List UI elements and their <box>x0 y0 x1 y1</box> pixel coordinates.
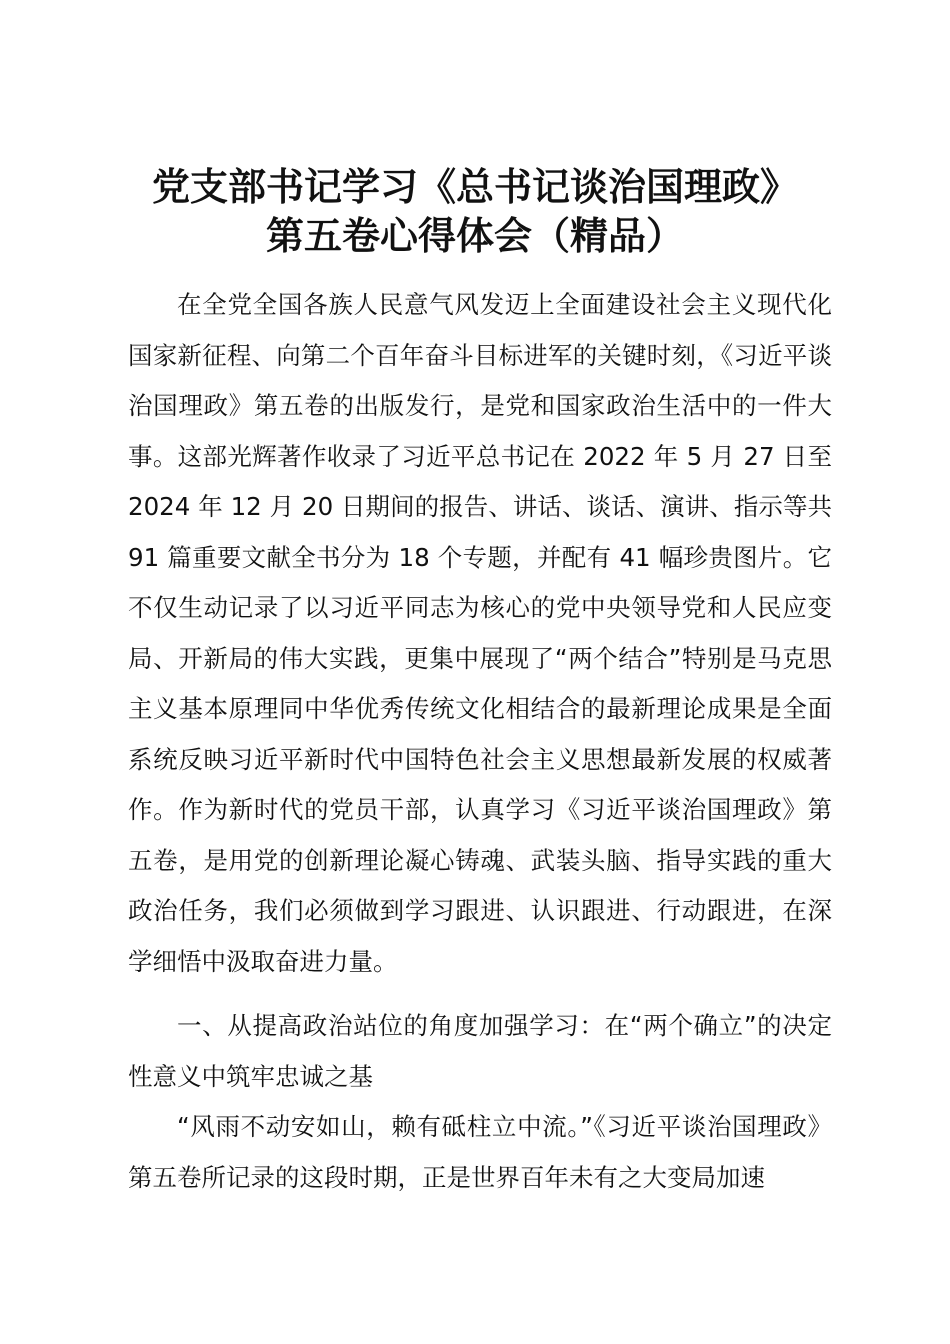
section-heading-1: 一、从提高政治站位的角度加强学习：在“两个确立”的决定性意义中筑牢忠诚之基 <box>128 1011 832 1091</box>
document-title-line-2: 第五卷心得体会（精品） <box>265 214 684 258</box>
document-title-line-1: 党支部书记学习《总书记谈治国理政》 <box>151 165 798 209</box>
paragraph-section-1: “风雨不动安如山，赖有砥柱立中流。”《习近平谈治国理政》第五卷所记录的这段时期，正是世界百年未有之大变局加速 <box>128 1112 832 1192</box>
paragraph-intro: 在全党全国各族人民意气风发迈上全面建设社会主义现代化国家新征程、向第二个百年奋斗目标进军的关键时刻，《习近平谈治国理政》第五卷的出版发行，是党和国家政治生活中的一件大事。这部光辉著作收录了习近平总书记在 2022 年 5 月 27 日至 2024 年 12 月 20 日期间的报告、讲话、谈话、演讲、指示等共 91 篇重要文献全书分为 18 个专题，并配有 41 幅珍贵图片。它不仅生动记录了以习近平同志为核心的党中央领导党和人民应变局、开新局的伟大实践，更集中展现了“两个结合”特别是马克思主义基本原理同中华优秀传统文化相结合的最新理论成果是全面系统反映习近平新时代中国特色社会主义思想最新发展的权威著作。作为新时代的党员干部，认真学习《习近平谈治国理政》第五卷，是用党的创新理论凝心铸魂、武装头脑、指导实践的重大政治任务，我们必须做到学习跟进、认识跟进、行动跟进，在深学细悟中汲取奋进力量。 <box>128 290 832 976</box>
document-body <box>128 280 832 1203</box>
